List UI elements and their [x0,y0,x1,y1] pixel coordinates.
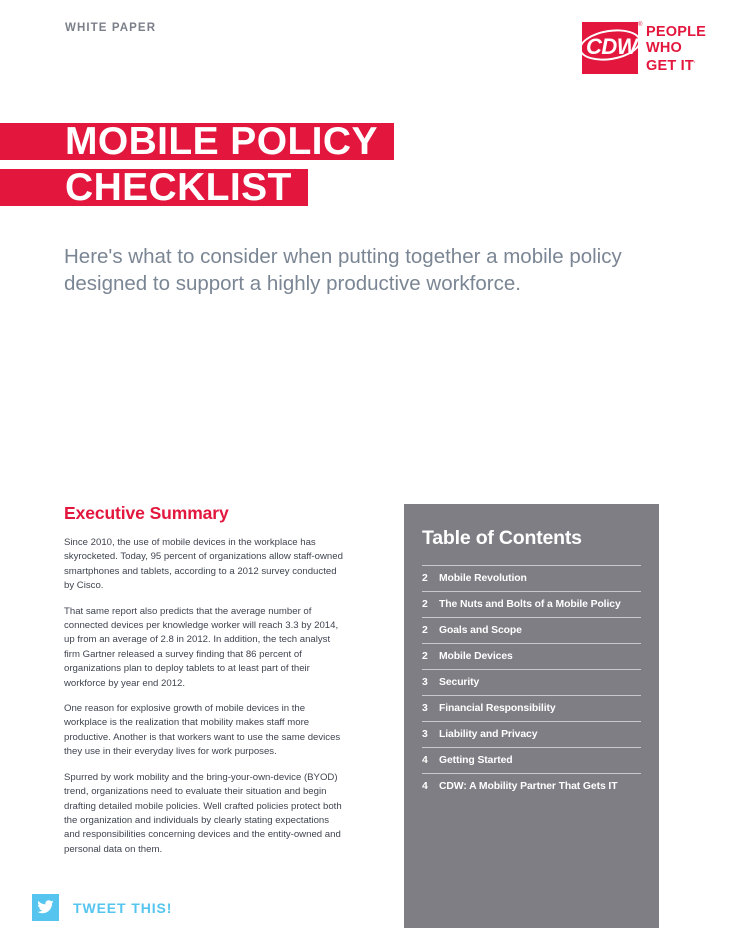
summary-paragraph: Spurred by work mobility and the bring-your-own-device (BYOD) trend, organizations need to evaluate their situation and begin drafting detailed mobile policies. Well crafted policies protect both the organization and individuals by clearly stating expectations and responsibilities concerning devices and the entity-owned and personal data on them. [64,771,342,855]
cdw-wordmark: CDW [586,34,638,59]
document-kicker: WHITE PAPER [65,22,157,34]
registered-mark: ® [638,22,643,28]
tagline-line-3 [646,56,706,74]
toc-entry-title: CDW: A Mobility Partner That Gets IT [439,781,618,792]
twitter-bird-icon[interactable] [32,894,59,921]
toc-entry[interactable] [422,591,641,617]
toc-page-number: 4 [422,781,428,792]
toc-page-number: 3 [422,703,428,714]
executive-summary-section [64,503,347,868]
toc-entry[interactable] [422,747,641,773]
toc-entry[interactable] [422,773,641,799]
toc-entry-title: Security [439,677,480,688]
table-of-contents-heading: Table of Contents [422,527,582,549]
tagline-line-2: WHO [646,39,683,56]
summary-paragraph: That same report also predicts that the average number of connected devices per knowledge worker will reach 3.3 by 2014, up from an average of 2.8 in 2012. In addition, the tech analyst firm Gartner released a survey finding that 86 percent of organizations plan to deploy tablets to at least part of their workforce by year end 2012. [64,605,339,689]
summary-paragraph: Since 2010, the use of mobile devices in the workplace has skyrocketed. Today, 95 percent of organizations allow staff-owned smartphones and tablets, according to a 2012 survey conducted by Cisco. [64,537,343,592]
toc-page-number: 4 [422,755,428,766]
toc-entry-title: Liability and Privacy [439,729,538,740]
tagline-line-3-text: GET IT [646,57,694,74]
tagline-line-1: PEOPLE [646,24,707,40]
toc-entry[interactable] [422,669,641,695]
title-banner-line-2: CHECKLIST [0,169,308,206]
cdw-logo-mark [582,22,643,74]
toc-entry[interactable] [422,565,641,591]
toc-page-number: 3 [422,729,428,740]
summary-paragraph: One reason for explosive growth of mobile devices in the workplace is the realization that mobility makes staff more productive. Another is that workers want to use the same devices they use in their everyday lives for work purposes. [64,703,341,758]
toc-entry[interactable] [422,721,641,747]
toc-entry-title: Goals and Scope [439,625,522,636]
toc-entry-title: Getting Started [439,755,513,766]
toc-entry[interactable] [422,695,641,721]
toc-page-number: 2 [422,573,428,584]
table-of-contents-panel [404,504,659,928]
toc-entry-title: The Nuts and Bolts of a Mobile Policy [439,599,621,610]
tagline-trademark: · [693,60,697,66]
table-of-contents-list [422,565,641,799]
toc-entry[interactable] [422,643,641,669]
document-subtitle: Here's what to consider when putting together a mobile policy designed to support a highly productive workforce. [64,245,622,295]
title-banner-line-1: MOBILE POLICY [0,123,394,160]
toc-page-number: 2 [422,625,428,636]
toc-page-number: 2 [422,599,428,610]
executive-summary-heading: Executive Summary [64,503,229,523]
cdw-logo [582,22,706,74]
toc-entry[interactable] [422,617,641,643]
cdw-tagline [646,22,706,74]
tweet-this-label: TWEET THIS! [73,899,173,916]
toc-page-number: 3 [422,677,428,688]
toc-entry-title: Mobile Revolution [439,573,527,584]
tweet-this-button[interactable] [32,894,172,921]
toc-page-number: 2 [422,651,428,662]
toc-entry-title: Financial Responsibility [439,703,556,714]
toc-entry-title: Mobile Devices [439,651,513,662]
